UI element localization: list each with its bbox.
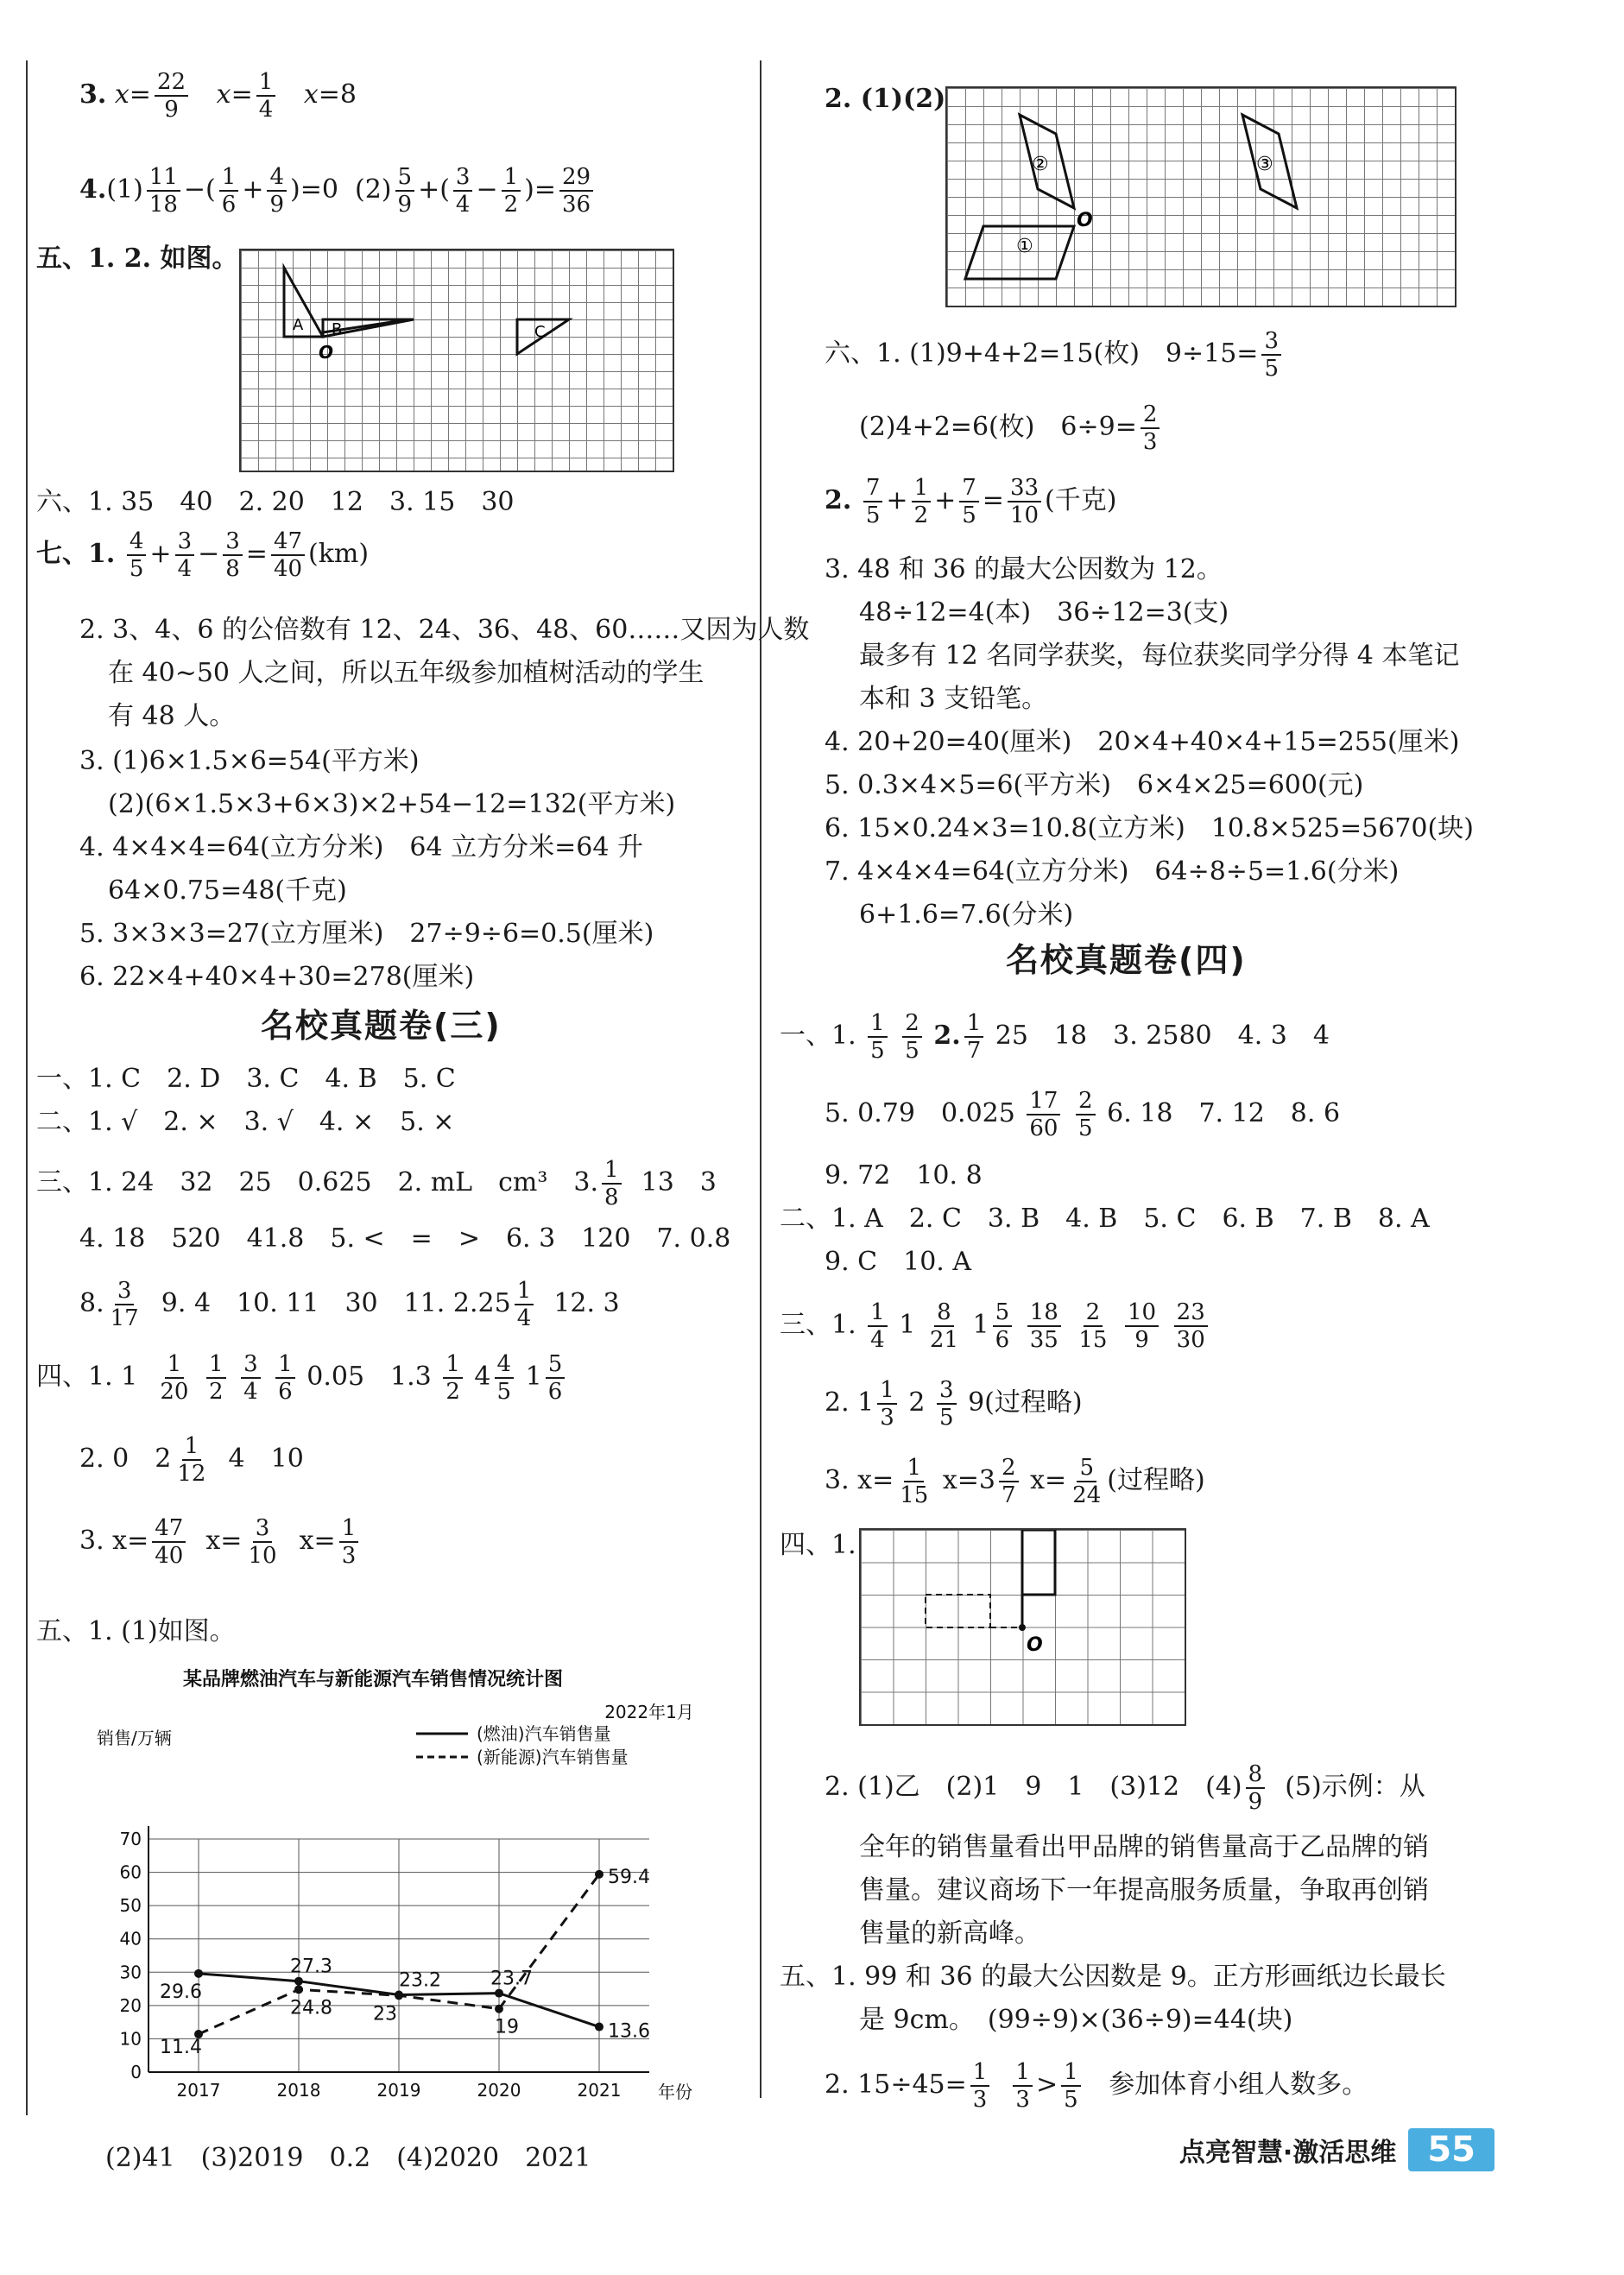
data-label: 13.6 (608, 2020, 650, 2043)
grid-figure-rotation (945, 86, 1457, 307)
r6-q3-l4: 本和 3 支铅笔。 (859, 684, 1048, 714)
q7-3-line2: (2)(6×1.5×3+6×3)×2+54−12=132(平方米) (108, 789, 676, 819)
answer-4: 4.(1) $\frac{11}{18}$ −( $\frac{1}{6}$ + $\frac{4}{9}$ )=0 (2) $\frac{5}{9}$ +( $\frac{3}{4}$ − $\frac{1}{2}$ )= $\frac{29}{36}$ (79, 164, 597, 218)
data-point (294, 1985, 303, 1994)
exam4-s4-q2b-l1: 全年的销售量看出甲品牌的销售量高于乙品牌的销 (859, 1832, 1429, 1862)
q7-3-line1: 3. (1)6×1.5×6=54(平方米) (79, 746, 420, 776)
data-label: 23.7 (490, 1968, 533, 1990)
exam3-section-4c: 3. x= $\frac{47}{40}$ x= $\frac{3}{10}$ x= $\frac{1}{3}$ (79, 1515, 362, 1569)
exam3-section-3a: 三、1. 24 32 25 0.625 2. mL cm³ 3. $\frac{1}{8}$ 13 3 (36, 1157, 717, 1210)
exam4-s2a: 二、1. A 2. C 3. B 4. B 5. C 6. B 7. B 8. A (780, 1204, 1430, 1234)
section-7-q1: 七、1. $\frac{4}{5}$ + $\frac{3}{4}$ − $\frac{3}{8}$ = $\frac{47}{40}$ (km) (36, 528, 370, 582)
label-o: O (319, 342, 334, 363)
y-tick-label: 50 (119, 1895, 142, 1917)
q7-5: 5. 3×3×3=27(立方厘米) 27÷9÷6=0.5(厘米) (79, 919, 654, 949)
data-label: 23.2 (399, 1969, 441, 1992)
r6-q3-l2: 48÷12=4(本) 36÷12=3(支) (859, 597, 1229, 628)
sales-line-chart (54, 1658, 727, 2107)
data-point (294, 1977, 303, 1986)
grid-figure-translate (859, 1528, 1186, 1726)
exam4-s4-label: 四、1. (780, 1530, 856, 1560)
y-tick-label: 30 (119, 1962, 142, 1983)
x-tick-label: 2021 (577, 2080, 622, 2101)
page-number: 55 (1408, 2128, 1494, 2171)
exam4-s5-q1-l2: 是 9cm。 (99÷9)×(36÷9)=44(块) (859, 2005, 1293, 2035)
label-o-translate: O (1027, 1634, 1043, 1656)
y-tick-label: 0 (130, 2062, 142, 2082)
rectangles-figure (861, 1530, 1185, 1724)
data-label: 29.6 (160, 1981, 202, 2003)
r6-q7-l2: 6+1.6=7.6(分米) (859, 900, 1074, 930)
chart-x-label: 年份 (658, 2082, 692, 2102)
r6-q3-l3: 最多有 12 名同学获奖，每位获奖同学分得 4 本笔记 (859, 641, 1460, 671)
label-o-right: O (1077, 210, 1093, 231)
parallelograms-figure (947, 88, 1455, 306)
exam4-s1a: 一、1. $\frac{1}{5}$ $\frac{2}{5}$ 2. $\frac{1}{7}$ 25 18 3. 2580 4. 3 4 (780, 1010, 1330, 1064)
chart-y-label: 销售/万辆 (97, 1728, 172, 1748)
r6-q3-l1: 3. 48 和 36 的最大公因数为 12。 (825, 554, 1223, 585)
page-footer (1179, 2128, 1494, 2171)
right-q2-label: 2. (1)(2) (825, 84, 946, 114)
exam4-s4-q2b-l2: 售量。建议商场下一年提高服务质量，争取再创销 (859, 1875, 1429, 1905)
exam4-s5-q2: 2. 15÷45= $\frac{1}{3}$ $\frac{1}{3}$ > $\frac{1}{5}$ 参加体育小组人数多。 (825, 2059, 1368, 2113)
exam3-section-3b: 4. 18 520 41.8 5. < = > 6. 3 120 7. 0.8 (79, 1223, 731, 1254)
x-tick-label: 2017 (176, 2080, 221, 2101)
exam4-s4-q2a: 2. (1)乙 (2)1 9 1 (3)12 (4) $\frac{8}{9}$ (5)示例：从 (825, 1761, 1425, 1815)
column-divider-left (26, 60, 28, 2115)
r6-q4: 4. 20+20=40(厘米) 20×4+40×4+15=255(厘米) (825, 727, 1460, 757)
r6-q6: 6. 15×0.24×3=10.8(立方米) 10.8×525=5670(块) (825, 813, 1474, 844)
exam4-s3a: 三、1. $\frac{1}{4}$ 1 $\frac{8}{21}$ 1 $\frac{5}{6}$ $\frac{18}{35}$ $\frac{2}{15}$ $\frac{10}{9}$ $\frac{23}{30}$ (780, 1299, 1211, 1353)
q7-2-line3: 有 48 人。 (108, 701, 236, 731)
exam3-section-5-end: (2)41 (3)2019 0.2 (4)2020 2021 (105, 2143, 591, 2173)
r6-q1a: 六、1. (1)9+4+2=15(枚) 9÷15= $\frac{3}{5}$ (825, 328, 1285, 382)
y-tick-label: 10 (119, 2028, 142, 2050)
q7-4-line1: 4. 4×4×4=64(立方分米) 64 立方分米=64 升 (79, 832, 643, 863)
y-tick-label: 60 (119, 1861, 142, 1883)
answer-3: 3. x= $\frac{22}{9}$ x= $\frac{1}{4}$ x=8 (79, 69, 357, 123)
exam4-s1c: 9. 72 10. 8 (825, 1160, 983, 1191)
exam3-section-2: 二、1. √ 2. × 3. √ 4. × 5. × (36, 1107, 455, 1137)
footer-slogan: 点亮智慧·激活思维 (1179, 2138, 1397, 2168)
label-a: A (293, 316, 304, 334)
data-point (495, 2005, 503, 2013)
legend-fuel: (燃油)汽车销售量 (477, 1723, 611, 1744)
exam4-s2b: 9. C 10. A (825, 1247, 972, 1277)
exam4-s3c: 3. x= $\frac{1}{15}$ x=3 $\frac{2}{7}$ x= $\frac{5}{24}$ (过程略) (825, 1455, 1205, 1508)
y-tick-label: 40 (119, 1928, 142, 1950)
label-3: ③ (1256, 154, 1273, 175)
legend-new-energy: (新能源)汽车销售量 (477, 1747, 629, 1767)
r6-q1b: (2)4+2=6(枚) 6÷9= $\frac{2}{3}$ (859, 401, 1163, 455)
x-tick-label: 2018 (276, 2080, 321, 2101)
grid-figure-abc (239, 249, 674, 472)
q7-6: 6. 22×4+40×4+30=278(厘米) (79, 962, 475, 992)
exam4-s4-q2b-l3: 售量的新高峰。 (859, 1918, 1040, 1949)
exam3-section-1: 一、1. C 2. D 3. C 4. B 5. C (36, 1064, 456, 1094)
label-2: ② (1032, 154, 1049, 175)
y-tick-label: 70 (119, 1829, 142, 1849)
data-label: 19 (495, 2016, 519, 2038)
data-point (595, 1870, 603, 1879)
data-label: 24.8 (290, 1997, 332, 2019)
exam3-section-4a: 四、1. 1 $\frac{1}{20}$ $\frac{1}{2}$ $\frac{3}{4}$ $\frac{1}{6}$ 0.05 1.3 $\frac{1}{2}$ 4 $\frac{4}{5}$ 1 $\frac{5}{6}$ (36, 1351, 568, 1405)
data-label: 23 (373, 2003, 397, 2025)
label-c: C (534, 323, 546, 341)
exam4-s1b: 5. 0.79 0.025 $\frac{17}{60}$ $\frac{2}{5}$ 6. 18 7. 12 8. 6 (825, 1088, 1341, 1141)
label-b: B (332, 320, 343, 338)
y-tick-label: 20 (119, 1994, 142, 2016)
data-label: 59.4 (608, 1866, 650, 1888)
q7-2-line1: 2. 3、4、6 的公倍数有 12、24、36、48、60……又因为人数 (79, 615, 810, 645)
section-6: 六、1. 35 40 2. 20 12 3. 15 30 (36, 487, 515, 517)
section-5-heading: 五、1. 2. 如图。 (36, 243, 238, 274)
data-point (395, 1991, 403, 2000)
data-label: 27.3 (290, 1956, 332, 1978)
data-point (595, 2023, 603, 2032)
data-point (194, 1969, 203, 1978)
data-label: 11.4 (160, 2037, 202, 2059)
x-tick-label: 2019 (376, 2080, 421, 2101)
r6-q7-l1: 7. 4×4×4=64(立方分米) 64÷8÷5=1.6(分米) (825, 856, 1400, 887)
q7-4-line2: 64×0.75=48(千克) (108, 875, 347, 906)
chart-subtitle: 2022年1月 (604, 1702, 694, 1722)
r6-q5: 5. 0.3×4×5=6(平方米) 6×4×25=600(元) (825, 770, 1364, 800)
exam4-s5-q1-l1: 五、1. 99 和 36 的最大公因数是 9。正方形画纸边长最长 (780, 1962, 1446, 1992)
column-divider-middle (760, 60, 761, 2098)
data-point (495, 1989, 503, 1998)
x-tick-label: 2020 (477, 2080, 521, 2101)
r6-q2: 2. $\frac{7}{5}$ + $\frac{1}{2}$ + $\frac{7}{5}$ = $\frac{33}{10}$ (千克) (825, 475, 1117, 528)
q7-2-line2: 在 40~50 人之间，所以五年级参加植树活动的学生 (108, 658, 705, 688)
label-1: ① (1016, 236, 1033, 257)
exam3-section-5: 五、1. (1)如图。 (36, 1616, 236, 1646)
exam-title-3: 名校真题卷(三) (261, 1007, 502, 1045)
chart-grid (148, 1839, 649, 2072)
exam3-section-3c: 8. $\frac{3}{17}$ 9. 4 10. 11 30 11. 2.25 $\frac{1}{4}$ 12. 3 (79, 1278, 620, 1331)
chart-axes (120, 1826, 649, 2101)
triangles-figure (241, 250, 673, 471)
exam4-s3b: 2. 1 $\frac{1}{3}$ 2 $\frac{3}{5}$ 9(过程略) (825, 1377, 1083, 1431)
exam3-section-4b: 2. 0 2 $\frac{1}{12}$ 4 10 (79, 1433, 304, 1487)
chart-title: 某品牌燃油汽车与新能源汽车销售情况统计图 (182, 1669, 564, 1690)
exam-title-4: 名校真题卷(四) (1006, 941, 1247, 979)
chart-marks (160, 1867, 650, 2058)
